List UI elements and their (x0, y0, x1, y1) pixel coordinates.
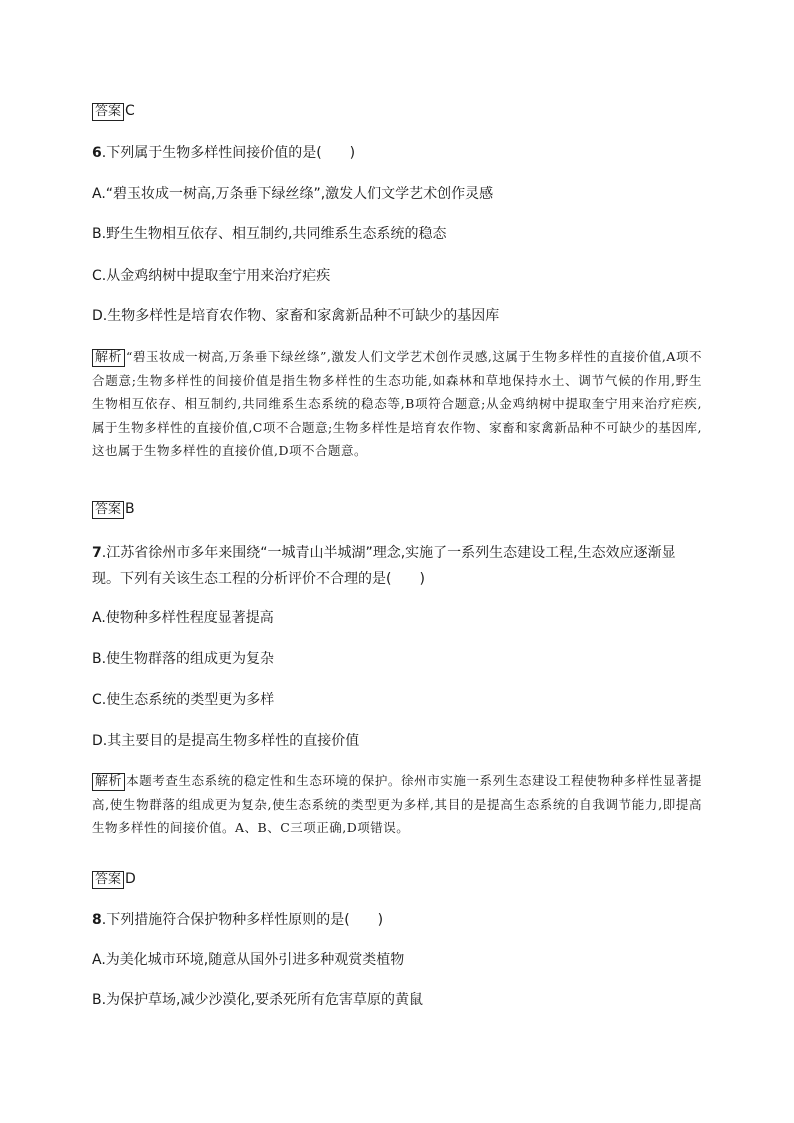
explanation-tag: 解析 (92, 349, 125, 367)
answer-block-q6 (92, 499, 702, 519)
question-6-option-d: D.生物多样性是培育农作物、家畜和家禽新品种不可缺少的基因库 (92, 308, 500, 324)
question-8-stem (92, 910, 702, 930)
question-8-option-b: B.为保护草场,减少沙漠化,要杀死所有危害草原的黄鼠 (92, 992, 423, 1008)
question-7-stem (92, 540, 702, 592)
question-6-option-b: B.野生生物相互依存、相互制约,共同维系生态系统的稳态 (92, 226, 447, 242)
answer-letter: B (125, 501, 135, 517)
answer-letter: D (125, 871, 136, 887)
question-text: .下列措施符合保护物种多样性原则的是( ) (101, 912, 384, 928)
explanation-block-q6 (92, 345, 702, 463)
question-7-option-c: C.使生态系统的类型更为多样 (92, 692, 275, 708)
question-6-option-c: C.从金鸡纳树中提取奎宁用来治疗疟疾 (92, 268, 331, 284)
explanation-block-q7 (92, 769, 702, 840)
question-6-option-a: A.“碧玉妆成一树高,万条垂下绿丝绦”,激发人们文学艺术创作灵感 (92, 186, 494, 202)
answer-tag: 答案 (92, 501, 124, 519)
question-text: .江苏省徐州市多年来围绕“一城青山半城湖”理念,实施了一系列生态建设工程,生态效应逐渐显现。下列有关该生态工程的分析评价不合理的是( ) (92, 545, 676, 587)
explanation-tag: 解析 (92, 773, 125, 791)
answer-tag: 答案 (92, 103, 124, 121)
question-8-option-a: A.为美化城市环境,随意从国外引进多种观赏类植物 (92, 952, 405, 968)
answer-tag: 答案 (92, 871, 124, 889)
answer-block-q7 (92, 869, 702, 889)
question-number: 6 (92, 145, 102, 161)
question-7-option-d: D.其主要目的是提高生物多样性的直接价值 (92, 733, 360, 749)
question-6-stem (92, 143, 702, 163)
answer-block-q5 (92, 101, 702, 121)
question-7-option-b: B.使生物群落的组成更为复杂 (92, 651, 275, 667)
explanation-text: 本题考查生态系统的稳定性和生态环境的保护。徐州市实施一系列生态建设工程使物种多样性显著提高,使生物群落的组成更为复杂,使生态系统的类型更为多样,其目的是提高生态系统的自我调节能力,即提高生物多样性的间接价值。A、B、C三项正确,D项错误。 (92, 773, 702, 835)
explanation-text: “碧玉妆成一树高,万条垂下绿丝绦”,激发人们文学艺术创作灵感,这属于生物多样性的直接价值,A项不合题意;生物多样性的间接价值是指生物多样性的生态功能,如森林和草地保持水土、调节气候的作用,野生生物相互依存、相互制约,共同维系生态系统的稳态等,B项符合题意;从金鸡纳树中提取奎宁用来治疗疟疾,属于生物多样性的直接价值,C项不合题意;生物多样性是培育农作物、家畜和家禽新品种不可缺少的基因库,这也属于生物多样性的直接价值,D项不合题意。 (92, 349, 702, 458)
question-number: 8 (92, 912, 102, 928)
answer-letter: C (125, 103, 135, 119)
question-7-option-a: A.使物种多样性程度显著提高 (92, 610, 274, 626)
question-text: .下列属于生物多样性间接价值的是( ) (101, 145, 356, 161)
question-number: 7 (92, 545, 102, 561)
